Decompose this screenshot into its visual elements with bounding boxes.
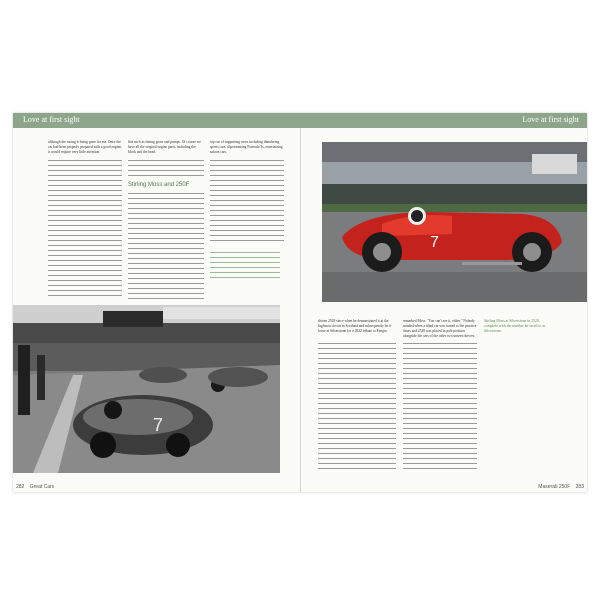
left-col2-body: [128, 193, 204, 303]
left-page-number: 282: [16, 484, 25, 490]
red-car-number: 7: [430, 234, 439, 251]
right-col1-body: [318, 343, 396, 473]
left-col1-intro: although the racing is being gone for me. Once the car had been properly prepared with a good engine, it would require very little attention.: [48, 140, 122, 154]
left-photo-caption: [210, 252, 280, 282]
left-footer-book: Great Cars: [29, 484, 55, 490]
right-col2-intro: remarked Moss. "You can't see it, either." Nobody minded when a blind car was turned to the practice times and 2528 was placed in pole position alongside the cars of the other two unseen drivers.: [403, 319, 477, 338]
left-col3-intro: top car of supporting races including thundering sports cars, slipstreaming Formula 3s, entertaining saloon cars.: [210, 140, 283, 154]
right-photo-caption: Stirling Moss at Silverstone in 2528, complete with the number he raced to at Silverstone.: [484, 319, 546, 333]
left-col2-top-body: [128, 160, 204, 180]
right-page-number: 283: [575, 484, 584, 490]
right-col2-body: [403, 343, 477, 473]
left-col3-body: [210, 160, 284, 245]
left-footer: [16, 484, 54, 490]
right-col1-intro: driven 2528 since when he demonstrated it at the Ingliston circuit in Scotland and subsequently let it loose at Silverstone for a 2022 tribute to Fangio.: [318, 319, 392, 333]
right-footer-book: Maserati 250F: [538, 484, 571, 490]
left-col2-intro: bits such as timing gears and pumps. Of course we have all the original engine parts, including the block and the head.: [128, 140, 201, 154]
left-subheading: Stirling Moss and 250F: [128, 182, 190, 188]
red-car-photo: [322, 142, 587, 302]
page-gutter: [300, 113, 301, 492]
right-footer: [538, 484, 584, 490]
grid-car-number: 7: [153, 415, 164, 435]
right-header-title: Love at first sight: [522, 115, 579, 124]
left-header-title: Love at first sight: [23, 115, 80, 124]
grid-photo: [13, 305, 280, 473]
running-header: [13, 113, 587, 128]
left-col1-body: [48, 160, 122, 300]
